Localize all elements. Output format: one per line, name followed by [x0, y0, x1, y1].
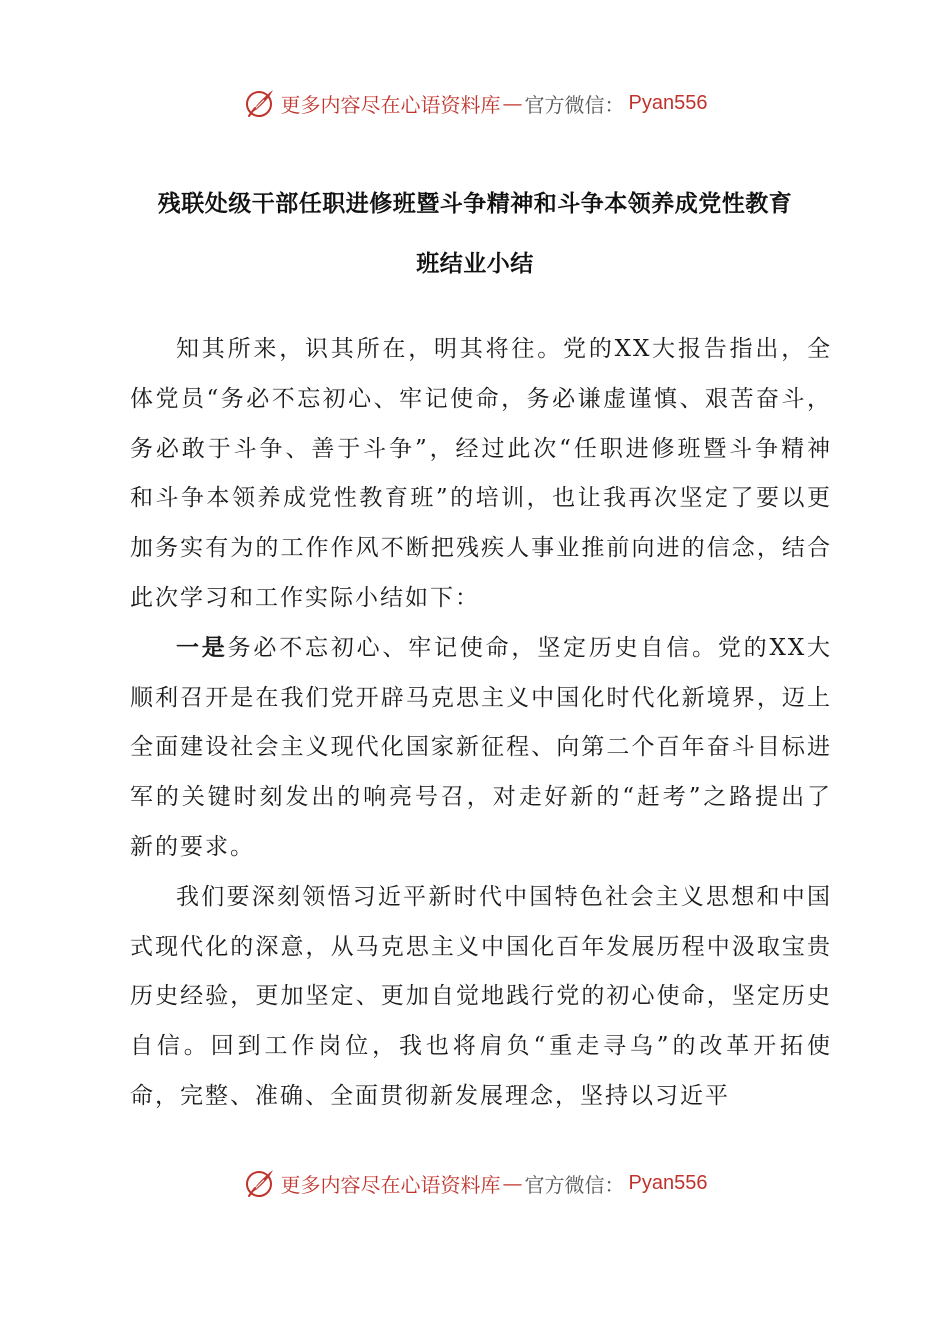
watermark-wechat-id: Pyan556 [628, 91, 708, 114]
document-title [100, 174, 850, 294]
paragraph-lead: 一是 [176, 634, 228, 661]
paragraph-text: 务必不忘初心、牢记使命，坚定历史自信。党的XX大顺利召开是在我们党开辟马克思主义中国化时代化新境界，迈上全面建设社会主义现代化国家新征程、向第二个百年奋斗目标进军的关键时刻发出的响亮号召，对走好新的“赶考”之路提出了新的要求。 [130, 634, 833, 860]
watermark-wechat-label: 官方微信： [524, 92, 625, 117]
feather-quill-logo-icon [243, 86, 277, 120]
paragraph-text: 我们要深刻领悟习近平新时代中国特色社会主义思想和中国式现代化的深意，从马克思主义中国化百年发展历程中汲取宝贵历史经验，更加坚定、更加自觉地践行党的初心使命，坚定历史自信。回到工作岗位，我也将肩负“重走寻乌”的改革开拓使命，完整、准确、全面贯彻新发展理念，坚持以习近平 [130, 883, 832, 1109]
body-paragraph [130, 873, 832, 1122]
body-paragraph [130, 325, 832, 624]
document-title-line-2: 班结业小结 [416, 251, 534, 277]
document-body [130, 325, 832, 1122]
body-paragraph [130, 624, 832, 873]
watermark-wechat-label: 官方微信： [524, 1172, 625, 1197]
footer-watermark-banner [0, 1163, 950, 1203]
watermark-wechat-id: Pyan556 [628, 1171, 708, 1194]
document-title-line-1: 残联处级干部任职进修班暨斗争精神和斗争本领养成党性教育 [157, 191, 793, 217]
watermark-dash: — [502, 1171, 523, 1195]
paragraph-text: 知其所来，识其所在，明其将往。党的XX大报告指出，全体党员“务必不忘初心、牢记使命，务必谦虚谨慎、艰苦奋斗，务必敢于斗争、善于斗争”，经过此次“任职进修班暨斗争精神和斗争本领养成党性教育班”的培训，也让我再次坚定了要以更加务实有为的工作作风不断把残疾人事业推前向进的信念，结合此次学习和工作实际小结如下： [130, 336, 832, 611]
feather-quill-logo-icon [243, 1166, 277, 1200]
watermark-dash: — [502, 91, 523, 115]
header-watermark-banner [0, 83, 950, 123]
watermark-brand-text: 更多内容尽在心语资料库 [280, 1172, 501, 1197]
watermark-brand-text: 更多内容尽在心语资料库 [280, 92, 501, 117]
